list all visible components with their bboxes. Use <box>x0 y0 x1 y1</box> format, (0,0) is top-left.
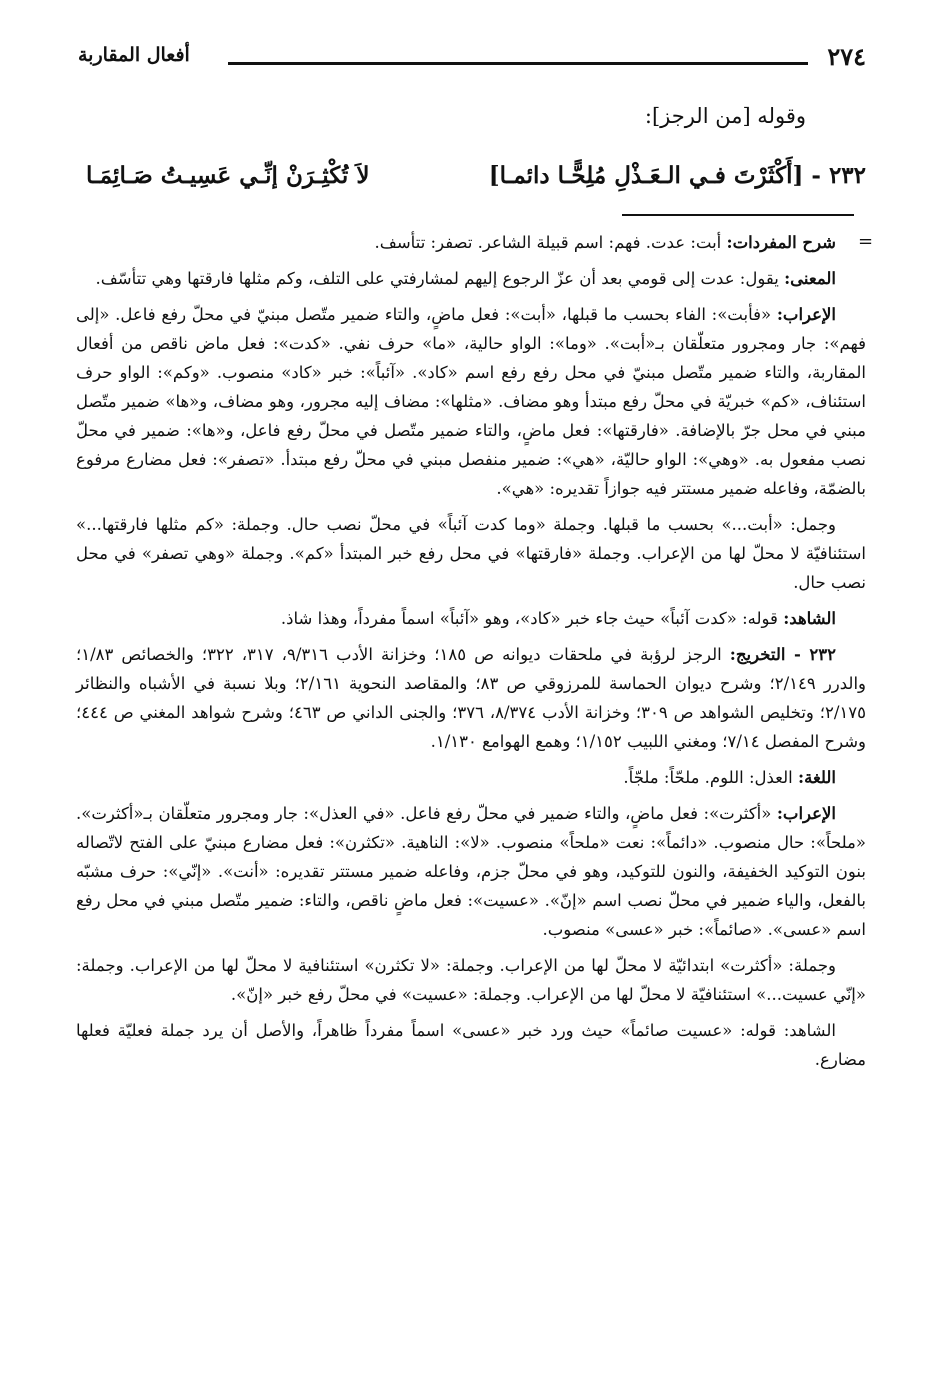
language-label: اللغة: <box>798 768 836 787</box>
continuation-mark: = <box>858 231 874 252</box>
evidence-label: الشاهد: <box>783 609 836 628</box>
commentary-body <box>76 228 866 1081</box>
parsing-text-2: «أكثرت»: فعل ماضٍ، والتاء ضمير في محلّ رفع فاعل. «في العذل»: جار ومجرور متعلّقان بـ«أكثرت». «ملحاً»: حال منصوب. «دائماً»: نعت «ملحاً» منصوب. «لا»: الناهية. «تكثرن»: فعل مضارع مبنيّ على الفتح لاتّصاله بنون التوكيد الخفيفة، والنون للتوكيد، وهو في محلّ جزم، وفاعله ضمير مستتر تقديره: «أنت». «إنّي»: حرف مشبّه بالفعل، والياء ضمير في محلّ نصب اسم «إنّ». «عسيت»: فعل ماضٍ ناقص، والتاء: ضمير متّصل مبني في محل رفع اسم «عسى». «صائماً»: خبر «عسى» منصوب. <box>76 804 866 939</box>
sources-paragraph <box>76 640 866 756</box>
footnote-separator <box>622 214 854 216</box>
chapter-title: أفعال المقاربة <box>78 44 190 66</box>
parsing-label-2: الإعراب: <box>776 804 836 823</box>
vocabulary-paragraph <box>76 228 866 257</box>
parsing-paragraph-2 <box>76 799 866 944</box>
verse-intro: وقوله [من الرجز]: <box>644 104 806 128</box>
poetry-verse <box>86 162 866 202</box>
sentences-paragraph: وجمل: «أبت...» بحسب ما قبلها. وجملة «وما كدت آئباً» في محلّ نصب حال. وجملة: «كم مثلها فارقتها...» استئنافيّة لا محلّ لها من الإعراب. وجملة «فارقتها» في محل رفع خبر المبتدأ «كم». وجملة «وهي تصفر» في محل نصب حال. <box>76 515 866 592</box>
evidence-text-2: قوله: «عسيت صائماً» حيث ورد خبر «عسى» اسماً مفرداً ظاهراً، والأصل أن يرد جملة فعليّة فعلها مضارع. <box>76 1021 866 1069</box>
sources-text: الرجز لرؤبة في ملحقات ديوانه ص ١٨٥؛ وخزانة الأدب ٩/٣١٦، ٣١٧، ٣٢٢؛ والخصائص ١/٨٣؛ والدرر ٢/١٤٩؛ وشرح ديوان الحماسة للمرزوقي ص ٨٣؛ والمقاصد النحوية ٢/١٦١؛ وبلا نسبة في الأشباه والنظائر ٢/١٧٥؛ وتخليص الشواهد ص ٣٠٩؛ وخزانة الأدب ٨/٣٧٤، ٣٧٦؛ والجنى الداني ص ٤٦٣؛ وشرح شواهد المغني ص ٤٤٤؛ وشرح المفصل ٧/١٤؛ ومغني اللبيب ١/١٥٢؛ وهمع الهوامع ١/١٣٠. <box>76 645 867 751</box>
language-paragraph <box>76 763 866 792</box>
meaning-text: يقول: عدت إلى قومي بعد أن عزّ الرجوع إليهم لمشارفتي على التلف، وكم مثلها فارقتها وهي تتأسّف. <box>95 269 785 288</box>
evidence-label-2: الشاهد: <box>783 1021 836 1040</box>
sources-label: ٢٣٢ - التخريج: <box>729 645 836 664</box>
evidence-text: قوله: «كدت آئباً» حيث جاء خبر «كاد»، وهو «آئباً» اسماً مفرداً، وهذا شاذ. <box>280 609 784 628</box>
vocabulary-text: أبت: عدت. فهم: اسم قبيلة الشاعر. تصفر: تتأسف. <box>374 233 727 252</box>
sentences-paragraph-2: وجملة: «أكثرت» ابتدائيّة لا محلّ لها من الإعراب. وجملة: «لا تكثرن» استئنافية لا محلّ لها من الإعراب. وجملة: «إنّي عسيت...» استئنافيّة لا محلّ لها من الإعراب. وجملة: «عسيت» في محلّ رفع خبر «إنّ». <box>76 956 866 1004</box>
parsing-text: «فأبت»: الفاء بحسب ما قبلها، «أبت»: فعل ماضٍ، والتاء ضمير متّصل مبنيّ في محلّ رفع فاعل. «إلى فهم»: جار ومجرور متعلّقان بـ«أبت». «وما»: الواو حالية، «ما» حرف نفي. «كدت»: فعل ماض ناقص من أفعال المقاربة، والتاء ضمير متّصل مبنيّ في محل رفع رفع اسم «كاد». «آئباً»: خبر «كاد» منصوب. «وكم»: الواو حرف استئناف، «كم» خبريّة في محلّ رفع مبتدأ وهو مضاف. «مثلها»: مضاف إليه مجرور، وهو مضاف، و«ها» ضمير متّصل مبني في محل جرّ بالإضافة. «فارقتها»: فعل ماضٍ، والتاء ضمير متّصل في محلّ رفع فاعل، و«ها»: ضمير في محلّ نصب مفعول به. «وهي»: الواو حاليّة، «هي»: ضمير منفصل مبني في محلّ رفع مبتدأ. «تصفر»: فعل مضارع مرفوع بالضمّة، وفاعله ضمير مستتر فيه جوازاً تقديره: «هي». <box>76 305 866 498</box>
meaning-label: المعنى: <box>784 269 836 288</box>
page-number: ٢٧٤ <box>827 42 866 71</box>
meaning-paragraph <box>76 264 866 293</box>
evidence-paragraph <box>76 604 866 633</box>
parsing-label: الإعراب: <box>776 305 836 324</box>
page-header <box>78 38 866 78</box>
language-text: العذل: اللوم. ملحّاً: ملجّاً. <box>623 768 799 787</box>
parsing-paragraph <box>76 300 866 503</box>
header-rule <box>228 62 808 65</box>
verse-first-hemistich: ٢٣٢ - [أَكْثَرْتَ فـي الـعَـذْلِ مُلِحًّـا دائمـا] <box>488 162 866 189</box>
verse-second-hemistich: لاَ تُكْثِـرَنْ إنِّـي عَسِيـتُ صَـائِمَـا <box>86 162 370 189</box>
vocabulary-label: شرح المفردات: <box>726 233 836 252</box>
evidence-paragraph-2 <box>76 1016 866 1074</box>
